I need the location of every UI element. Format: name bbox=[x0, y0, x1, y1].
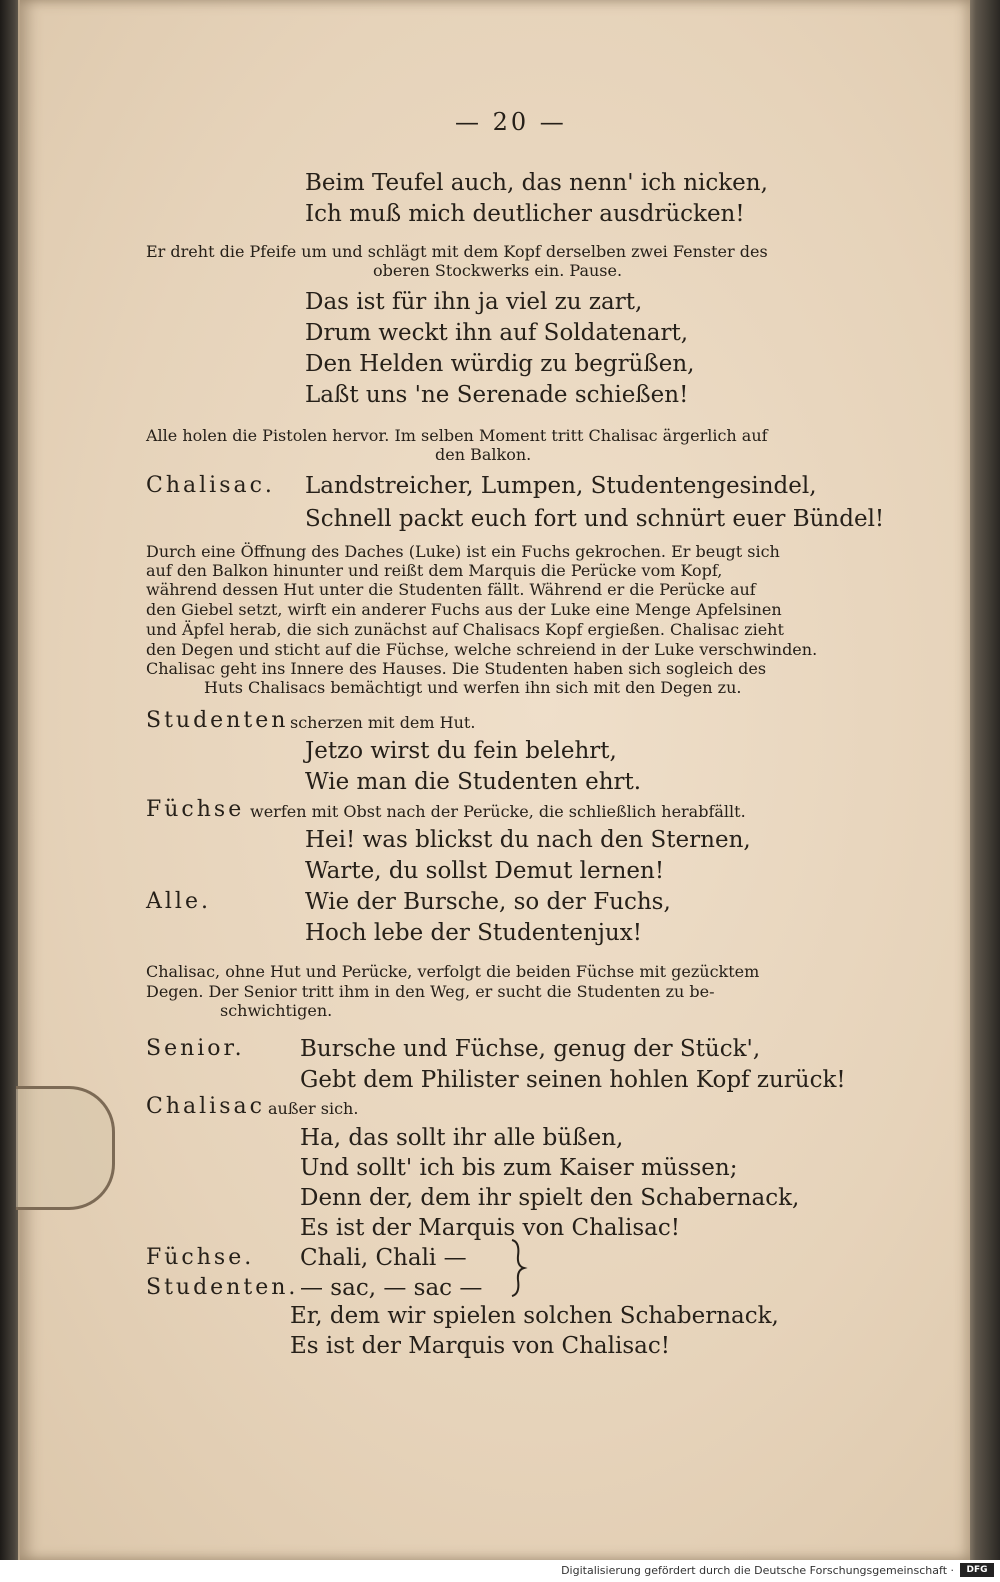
speaker-name: Füchse bbox=[146, 797, 245, 822]
verse-line: Hoch lebe der Studentenjux! bbox=[305, 920, 642, 946]
stage-direction: Er dreht die Pfeife um und schlägt mit dem Kopf derselben zwei Fenster des bbox=[146, 242, 768, 261]
stage-direction: schwichtigen. bbox=[220, 1001, 333, 1020]
speaker-name: Füchse. bbox=[146, 1245, 255, 1270]
stage-direction: Alle holen die Pistolen hervor. Im selben Moment tritt Chalisac ärgerlich auf bbox=[146, 426, 768, 445]
verse-line: Chali, Chali — bbox=[300, 1245, 467, 1271]
brace-mark bbox=[508, 1238, 528, 1298]
verse-line: Landstreicher, Lumpen, Studentengesindel, bbox=[305, 473, 817, 499]
stage-direction: Chalisac geht ins Innere des Hauses. Die Studenten haben sich sogleich des bbox=[146, 659, 767, 678]
speaker-name: Senior. bbox=[146, 1036, 245, 1061]
verse-line: Schnell packt euch fort und schnürt euer Bündel! bbox=[305, 506, 885, 532]
verse-line: Bursche und Füchse, genug der Stück', bbox=[300, 1036, 761, 1062]
verse-line: — sac, — sac — bbox=[300, 1275, 483, 1301]
verse-line: Das ist für ihn ja viel zu zart, bbox=[305, 289, 643, 315]
page-number: — 20 — bbox=[455, 108, 567, 136]
speaker-name: Studenten bbox=[146, 708, 289, 733]
paper-clip-mark bbox=[16, 1086, 115, 1210]
stage-direction: Degen. Der Senior tritt ihm in den Weg, er sucht die Studenten zu be- bbox=[146, 982, 715, 1001]
footer-credit: Digitalisierung gefördert durch die Deutsche Forschungsgemeinschaft · bbox=[561, 1564, 954, 1577]
stage-direction: Durch eine Öffnung des Daches (Luke) ist ein Fuchs gekrochen. Er beugt sich bbox=[146, 542, 780, 561]
stage-direction: den Degen und sticht auf die Füchse, welche schreiend in der Luke verschwinden. bbox=[146, 640, 818, 659]
verse-line: Wie der Bursche, so der Fuchs, bbox=[305, 889, 671, 915]
speaker-direction: scherzen mit dem Hut. bbox=[290, 713, 476, 732]
verse-line: Laßt uns 'ne Serenade schießen! bbox=[305, 382, 689, 408]
speaker-direction: außer sich. bbox=[268, 1099, 359, 1118]
speaker-name: Chalisac. bbox=[146, 473, 275, 498]
verse-line: Den Helden würdig zu begrüßen, bbox=[305, 351, 695, 377]
speaker-name: Alle. bbox=[146, 889, 211, 914]
verse-line: Drum weckt ihn auf Soldatenart, bbox=[305, 320, 689, 346]
digitization-footer bbox=[0, 1560, 1000, 1582]
verse-line: Und sollt' ich bis zum Kaiser müssen; bbox=[300, 1155, 738, 1181]
verse-line: Denn der, dem ihr spielt den Schabernack, bbox=[300, 1185, 800, 1211]
stage-direction: auf den Balkon hinunter und reißt dem Marquis die Perücke vom Kopf, bbox=[146, 561, 723, 580]
verse-line: Hei! was blickst du nach den Sternen, bbox=[305, 827, 751, 853]
verse-line: Ha, das sollt ihr alle büßen, bbox=[300, 1125, 624, 1151]
dfg-logo: DFG bbox=[960, 1563, 994, 1577]
verse-line: Er, dem wir spielen solchen Schabernack, bbox=[290, 1303, 779, 1329]
speaker-name: Chalisac bbox=[146, 1094, 265, 1119]
stage-direction: oberen Stockwerks ein. Pause. bbox=[373, 261, 623, 280]
verse-line: Es ist der Marquis von Chalisac! bbox=[300, 1215, 680, 1241]
stage-direction: Huts Chalisacs bemächtigt und werfen ihn sich mit den Degen zu. bbox=[204, 678, 742, 697]
speaker-name: Studenten. bbox=[146, 1275, 299, 1300]
stage-direction: Chalisac, ohne Hut und Perücke, verfolgt die beiden Füchse mit gezücktem bbox=[146, 962, 760, 981]
verse-line: Beim Teufel auch, das nenn' ich nicken, bbox=[305, 170, 768, 196]
speaker-direction: werfen mit Obst nach der Perücke, die schließlich herabfällt. bbox=[250, 802, 746, 821]
stage-direction: den Balkon. bbox=[435, 445, 532, 464]
verse-line: Ich muß mich deutlicher ausdrücken! bbox=[305, 201, 745, 227]
verse-line: Es ist der Marquis von Chalisac! bbox=[290, 1333, 670, 1359]
verse-line: Warte, du sollst Demut lernen! bbox=[305, 858, 665, 884]
verse-line: Gebt dem Philister seinen hohlen Kopf zurück! bbox=[300, 1067, 846, 1093]
stage-direction: den Giebel setzt, wirft ein anderer Fuchs aus der Luke eine Menge Apfelsinen bbox=[146, 600, 782, 619]
verse-line: Wie man die Studenten ehrt. bbox=[305, 769, 642, 795]
stage-direction: während dessen Hut unter die Studenten fällt. Während er die Perücke auf bbox=[146, 580, 756, 599]
verse-line: Jetzo wirst du fein belehrt, bbox=[305, 738, 617, 764]
stage-direction: und Äpfel herab, die sich zunächst auf Chalisacs Kopf ergießen. Chalisac zieht bbox=[146, 620, 784, 639]
